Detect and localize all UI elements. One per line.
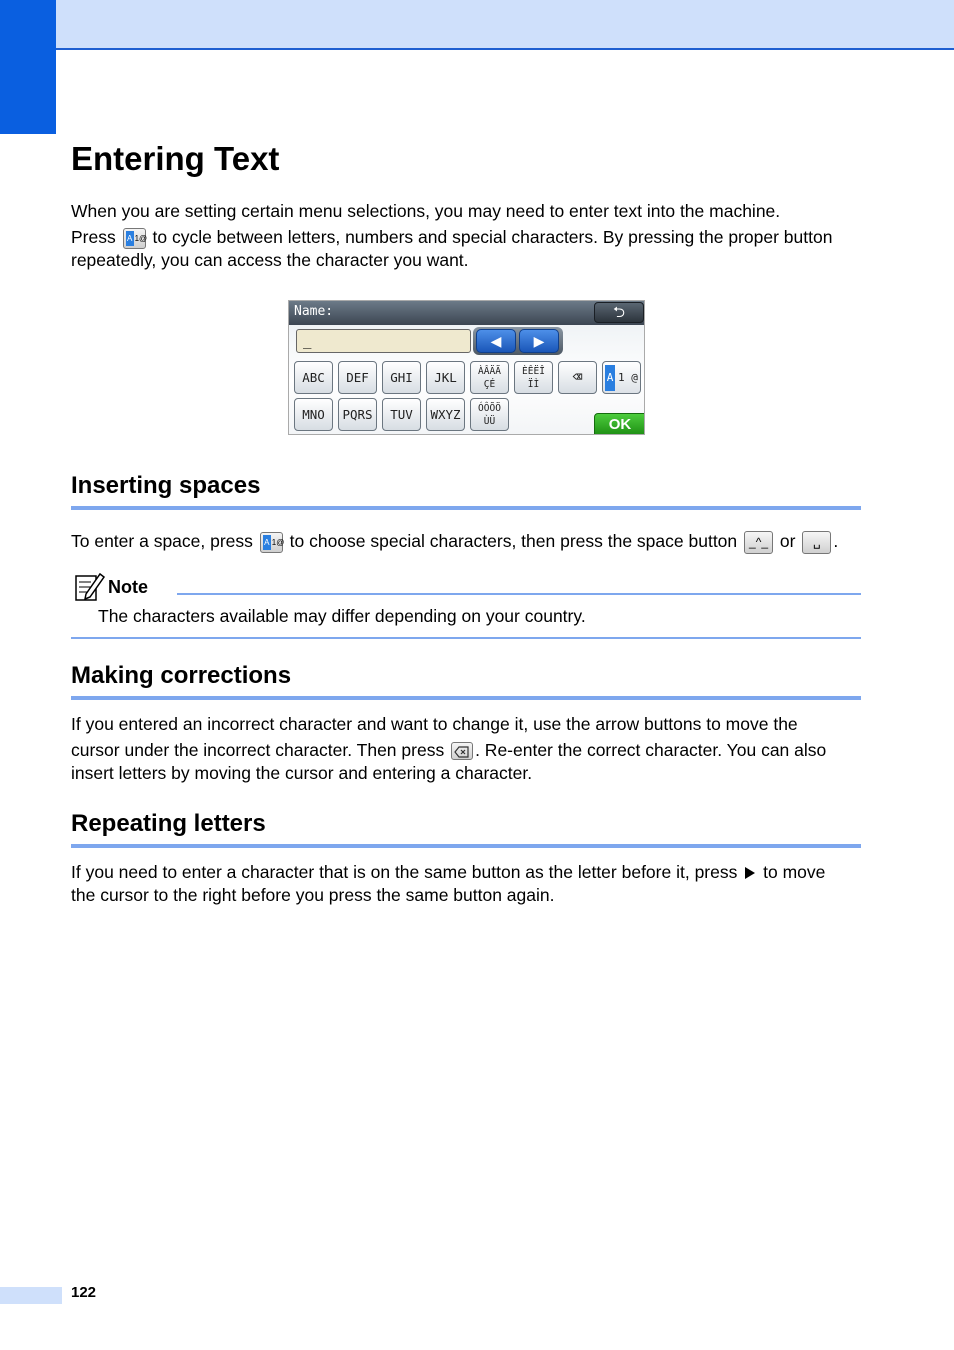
mode-key-icon bbox=[260, 532, 283, 553]
note-pencil-icon bbox=[74, 570, 106, 602]
mode-key-icon bbox=[123, 228, 146, 249]
section-rule bbox=[71, 844, 861, 848]
note-label: Note bbox=[108, 577, 148, 597]
intro-cycle-text: to cycle between letters, numbers and special characters. By pressing the proper button bbox=[152, 227, 833, 247]
key-accent-2-bottom: ÏÌ bbox=[527, 379, 540, 390]
left-arrow-button[interactable]: ◀ bbox=[476, 329, 516, 353]
mode-key-rest: 1@ bbox=[134, 233, 148, 243]
intro-line-3: repeatedly, you can access the character you want. bbox=[71, 250, 469, 270]
corrections-line-2 bbox=[71, 739, 871, 762]
corrections-line-3: insert letters by moving the cursor and entering a character. bbox=[71, 763, 533, 783]
lcd-arrow-group bbox=[473, 327, 563, 355]
right-triangle-icon bbox=[745, 867, 755, 879]
spaces-text-middle: to choose special characters, then press the space button bbox=[289, 531, 738, 551]
corrections-line-2-before: cursor under the incorrect character. Then press bbox=[71, 740, 445, 760]
mode-key-selected: A bbox=[263, 535, 271, 550]
key-abc[interactable]: ABC bbox=[294, 361, 333, 394]
repeating-line-2: the cursor to the right before you press the same button again. bbox=[71, 885, 555, 905]
key-accent-3-top: ÓÔÕÖ bbox=[478, 403, 501, 414]
heading-making-corrections: Making corrections bbox=[71, 662, 292, 689]
page-number: 122 bbox=[71, 1284, 97, 1301]
key-accent-2[interactable] bbox=[514, 361, 553, 394]
repeating-letters-paragraph bbox=[71, 861, 871, 907]
corrections-line-2-after: . Re-enter the correct character. You can also bbox=[475, 740, 827, 760]
key-accent-2-top: ÈÊËÎ bbox=[522, 366, 545, 377]
right-arrow-button[interactable]: ▶ bbox=[519, 329, 559, 353]
mode-key-rest: 1@ bbox=[271, 537, 285, 547]
key-accent-1-top: ÀÂÄÃ bbox=[478, 366, 501, 377]
inserting-spaces-paragraph bbox=[71, 530, 871, 554]
lcd-title: Name: bbox=[294, 304, 334, 319]
mode-key-other: 1 @ bbox=[618, 371, 638, 384]
backspace-glyph bbox=[452, 744, 472, 760]
mode-key[interactable] bbox=[602, 361, 641, 394]
section-rule bbox=[71, 506, 861, 510]
space-key-icon-1: _^_ bbox=[744, 531, 773, 554]
intro-press-text: Press bbox=[71, 227, 116, 247]
key-def[interactable]: DEF bbox=[338, 361, 377, 394]
chapter-tab bbox=[0, 0, 56, 134]
repeating-line-1 bbox=[71, 861, 871, 884]
key-tuv[interactable]: TUV bbox=[382, 398, 421, 431]
key-pqrs[interactable]: PQRS bbox=[338, 398, 377, 431]
ok-button[interactable]: OK bbox=[594, 413, 645, 435]
return-arrow-icon[interactable]: ⮌ bbox=[594, 302, 644, 323]
note-text: The characters available may differ depending on your country. bbox=[98, 606, 586, 626]
spaces-text-or: or bbox=[779, 531, 796, 551]
key-accent-3-bottom: ÙÜ bbox=[483, 416, 496, 427]
intro-paragraph bbox=[71, 200, 871, 272]
backspace-key[interactable]: ⌫ bbox=[558, 361, 597, 394]
key-accent-3[interactable] bbox=[470, 398, 509, 431]
key-accent-1-bottom: ÇÉ bbox=[483, 379, 496, 390]
note-rule-top bbox=[177, 593, 861, 595]
intro-line-2 bbox=[71, 226, 871, 249]
spaces-text-before: To enter a space, press bbox=[71, 531, 253, 551]
page-title: Entering Text bbox=[71, 140, 280, 177]
backspace-key-icon bbox=[451, 742, 473, 760]
intro-line-1: When you are setting certain menu selections, you may need to enter text into the machine. bbox=[71, 201, 781, 221]
mode-key-selected-letter: A bbox=[605, 365, 615, 391]
lcd-screen-illustration bbox=[288, 300, 645, 435]
note-rule-bottom bbox=[71, 637, 861, 639]
space-key-icon-2: ␣ bbox=[802, 531, 831, 554]
repeating-line-1-after: to move bbox=[763, 862, 826, 882]
key-mno[interactable]: MNO bbox=[294, 398, 333, 431]
key-ghi[interactable]: GHI bbox=[382, 361, 421, 394]
repeating-line-1-before: If you need to enter a character that is on the same button as the letter before it, press bbox=[71, 862, 738, 882]
heading-inserting-spaces: Inserting spaces bbox=[71, 472, 261, 499]
making-corrections-paragraph bbox=[71, 713, 871, 785]
spaces-text-end: . bbox=[833, 531, 839, 551]
corrections-line-1: If you entered an incorrect character and want to change it, use the arrow buttons to move the bbox=[71, 714, 798, 734]
key-jkl[interactable]: JKL bbox=[426, 361, 465, 394]
inserting-spaces-line bbox=[71, 530, 871, 554]
lcd-name-field[interactable]: _ bbox=[296, 329, 471, 353]
heading-repeating-letters: Repeating letters bbox=[71, 810, 266, 837]
footer-band bbox=[0, 1287, 62, 1304]
header-band bbox=[0, 0, 954, 50]
key-wxyz[interactable]: WXYZ bbox=[426, 398, 465, 431]
mode-key-selected: A bbox=[126, 231, 134, 246]
section-rule bbox=[71, 696, 861, 700]
key-accent-1[interactable] bbox=[470, 361, 509, 394]
lcd-title-bar bbox=[289, 301, 645, 325]
